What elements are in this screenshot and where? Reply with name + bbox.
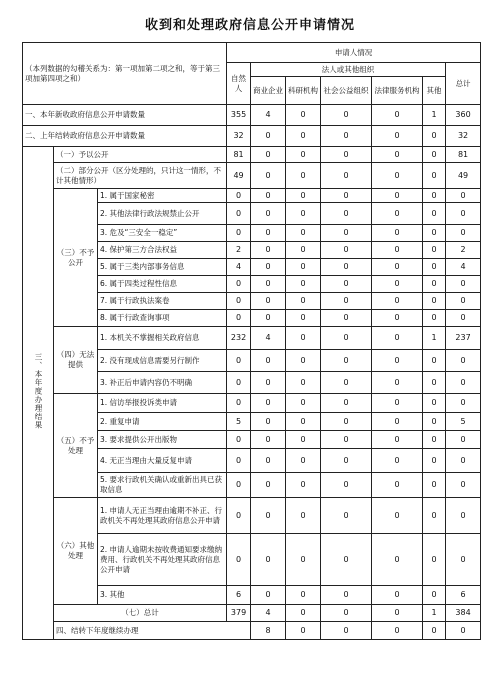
group-not-process: （五）不予处理 [54, 394, 98, 498]
row-label: 二、上年结转政府信息公开申请数量 [23, 126, 227, 147]
cell: 0 [251, 350, 286, 372]
cell: 0 [372, 473, 423, 498]
cell: 0 [372, 147, 423, 163]
row-label: 2. 其他法律行政法规禁止公开 [98, 203, 227, 225]
cell: 0 [321, 394, 372, 413]
cell: 0 [286, 586, 321, 605]
row-label: 1. 属于国家秘密 [98, 189, 227, 203]
cell: 81 [227, 147, 251, 163]
cell: 0 [286, 622, 321, 640]
cell: 0 [423, 126, 446, 147]
header-natural-person: 自然人 [227, 63, 251, 105]
cell: 0 [423, 189, 446, 203]
cell: 0 [286, 105, 321, 126]
cell: 0 [446, 394, 481, 413]
cell: 4 [251, 105, 286, 126]
cell: 0 [423, 350, 446, 372]
cell: 0 [251, 189, 286, 203]
cell: 0 [321, 534, 372, 586]
cell: 0 [286, 327, 321, 350]
cell: 0 [423, 293, 446, 310]
cell: 0 [372, 534, 423, 586]
cell: 0 [446, 622, 481, 640]
row-label: 四、结转下年度继续办理 [54, 622, 251, 640]
cell: 5 [227, 413, 251, 431]
cell: 0 [227, 189, 251, 203]
cell: 0 [251, 126, 286, 147]
cell: 0 [423, 276, 446, 293]
cell: 0 [251, 372, 286, 394]
cell: 0 [321, 413, 372, 431]
cell: 0 [372, 163, 423, 189]
page-title: 收到和处理政府信息公开申请情况 [144, 18, 355, 33]
cell: 49 [446, 163, 481, 189]
header-applicant: 申请人情况 [227, 43, 481, 63]
cell: 0 [286, 147, 321, 163]
row-label: 3. 补正后申请内容仍不明确 [98, 372, 227, 394]
cell: 0 [423, 242, 446, 259]
cell: 0 [286, 413, 321, 431]
cell: 1 [423, 327, 446, 350]
group-not-open: （三）不予公开 [54, 189, 98, 327]
cell: 1 [423, 105, 446, 126]
cell: 0 [286, 276, 321, 293]
cell: 0 [286, 163, 321, 189]
cell: 0 [227, 498, 251, 534]
cell: 0 [423, 259, 446, 276]
cell: 0 [227, 203, 251, 225]
cell: 0 [251, 147, 286, 163]
cell: 0 [321, 327, 372, 350]
row-label: 5. 属于三类内部事务信息 [98, 259, 227, 276]
cell: 4 [446, 259, 481, 276]
cell: 0 [321, 498, 372, 534]
cell: 0 [227, 394, 251, 413]
cell: 49 [227, 163, 251, 189]
cell: 0 [321, 372, 372, 394]
cell: 0 [372, 413, 423, 431]
cell: 0 [423, 431, 446, 449]
row-label: 2. 重复申请 [98, 413, 227, 431]
cell: 0 [286, 394, 321, 413]
row-label: 3. 危及“三安全一稳定” [98, 225, 227, 242]
cell: 0 [321, 293, 372, 310]
cell: 0 [227, 473, 251, 498]
row-label: 4. 保护第三方合法权益 [98, 242, 227, 259]
cell: 0 [446, 449, 481, 473]
cell: 0 [372, 105, 423, 126]
cell: 0 [423, 449, 446, 473]
cell: 0 [321, 147, 372, 163]
row-label: 3. 其他 [98, 586, 227, 605]
cell: 0 [321, 225, 372, 242]
cell: 0 [423, 310, 446, 327]
row-label: 8. 属于行政查询事项 [98, 310, 227, 327]
row-label: 1. 申请人无正当理由逾期不补正、行政机关不再处理其政府信息公开申请 [98, 498, 227, 534]
cell: 32 [446, 126, 481, 147]
cell: 4 [227, 259, 251, 276]
cell: 0 [446, 498, 481, 534]
cell: 0 [251, 242, 286, 259]
cell: 0 [251, 394, 286, 413]
cell: 0 [446, 225, 481, 242]
cell: 0 [286, 189, 321, 203]
cell: 0 [372, 259, 423, 276]
cell: 81 [446, 147, 481, 163]
cell: 0 [227, 350, 251, 372]
cell: 0 [251, 225, 286, 242]
cell: 0 [286, 372, 321, 394]
cell: 0 [321, 242, 372, 259]
header-note: （本列数据的勾稽关系为：第一项加第二项之和，等于第三项加第四项之和） [23, 43, 227, 105]
cell: 0 [372, 586, 423, 605]
cell: 0 [251, 413, 286, 431]
cell: 0 [372, 449, 423, 473]
cell: 0 [251, 293, 286, 310]
row-label: 1. 本机关不掌握相关政府信息 [98, 327, 227, 350]
cell: 0 [372, 327, 423, 350]
cell: 0 [286, 449, 321, 473]
cell: 0 [227, 534, 251, 586]
row-label: 3. 要求提供公开出版物 [98, 431, 227, 449]
header-other: 其他 [423, 77, 446, 105]
cell: 8 [251, 622, 286, 640]
cell: 0 [251, 586, 286, 605]
cell: 0 [286, 473, 321, 498]
cell: 0 [286, 203, 321, 225]
cell: 0 [423, 534, 446, 586]
row-label: 2. 申请人逾期未按收费通知要求缴纳费用、行政机关不再处理其政府信息公开申请 [98, 534, 227, 586]
cell: 6 [227, 586, 251, 605]
cell: 0 [286, 293, 321, 310]
header-public-welfare: 社会公益组织 [321, 77, 372, 105]
cell: 379 [227, 605, 251, 622]
cell: 0 [286, 259, 321, 276]
cell: 0 [251, 259, 286, 276]
row-label: 一、本年新收政府信息公开申请数量 [23, 105, 227, 126]
cell: 0 [423, 372, 446, 394]
cell: 0 [372, 498, 423, 534]
cell: 0 [251, 473, 286, 498]
cell: 0 [286, 534, 321, 586]
cell: 0 [251, 431, 286, 449]
cell: 0 [372, 350, 423, 372]
cell: 0 [321, 431, 372, 449]
cell: 0 [321, 105, 372, 126]
cell: 0 [286, 242, 321, 259]
cell: 0 [321, 126, 372, 147]
cell: 0 [372, 225, 423, 242]
cell: 0 [446, 189, 481, 203]
cell: 0 [423, 498, 446, 534]
cell: 0 [286, 605, 321, 622]
cell: 6 [446, 586, 481, 605]
cell: 0 [372, 372, 423, 394]
cell: 0 [423, 225, 446, 242]
cell: 0 [286, 126, 321, 147]
group-cannot-provide: （四）无法提供 [54, 327, 98, 394]
header-commercial: 商业企业 [251, 77, 286, 105]
cell: 0 [446, 203, 481, 225]
cell: 0 [372, 605, 423, 622]
cell: 0 [372, 242, 423, 259]
cell: 0 [423, 622, 446, 640]
cell: 1 [423, 605, 446, 622]
row-label: 2. 没有现成信息需要另行制作 [98, 350, 227, 372]
cell: 0 [227, 310, 251, 327]
cell: 0 [251, 203, 286, 225]
header-research: 科研机构 [286, 77, 321, 105]
row-label: （一）予以公开 [54, 147, 227, 163]
cell: 32 [227, 126, 251, 147]
cell: 0 [446, 372, 481, 394]
cell: 0 [286, 350, 321, 372]
cell: 0 [423, 147, 446, 163]
cell: 0 [446, 431, 481, 449]
cell: 0 [423, 413, 446, 431]
cell: 0 [423, 586, 446, 605]
row-label: 1. 信访举报投诉类申请 [98, 394, 227, 413]
cell: 0 [372, 394, 423, 413]
cell: 384 [446, 605, 481, 622]
cell: 0 [227, 293, 251, 310]
cell: 0 [321, 350, 372, 372]
cell: 0 [227, 372, 251, 394]
cell: 0 [321, 473, 372, 498]
cell: 0 [446, 350, 481, 372]
cell: 0 [446, 534, 481, 586]
cell: 0 [321, 276, 372, 293]
cell: 0 [321, 605, 372, 622]
cell: 0 [227, 225, 251, 242]
cell: 0 [251, 310, 286, 327]
cell: 0 [251, 534, 286, 586]
cell: 0 [321, 449, 372, 473]
row-label: 6. 属于四类过程性信息 [98, 276, 227, 293]
cell: 2 [227, 242, 251, 259]
cell: 0 [372, 203, 423, 225]
cell: 0 [227, 431, 251, 449]
header-total: 总计 [446, 63, 481, 105]
cell: 0 [286, 431, 321, 449]
cell: 5 [446, 413, 481, 431]
cell: 0 [251, 276, 286, 293]
cell: 0 [251, 449, 286, 473]
cell: 0 [372, 293, 423, 310]
cell: 0 [251, 498, 286, 534]
cell: 0 [372, 126, 423, 147]
header-legal-entities: 法人或其他组织 [251, 63, 446, 77]
cell: 0 [321, 310, 372, 327]
disclosure-table [22, 42, 481, 640]
cell: 237 [446, 327, 481, 350]
row-label: 7. 属于行政执法案卷 [98, 293, 227, 310]
cell: 2 [446, 242, 481, 259]
row-label: 5. 要求行政机关确认或重新出具已获取信息 [98, 473, 227, 498]
cell: 0 [227, 276, 251, 293]
cell: 0 [286, 225, 321, 242]
cell: 0 [321, 259, 372, 276]
cell: 360 [446, 105, 481, 126]
cell: 0 [423, 473, 446, 498]
cell: 0 [372, 431, 423, 449]
cell: 4 [251, 605, 286, 622]
cell: 0 [423, 163, 446, 189]
cell: 0 [423, 203, 446, 225]
cell: 0 [321, 189, 372, 203]
cell: 355 [227, 105, 251, 126]
header-legal-service: 法律服务机构 [372, 77, 423, 105]
cell: 0 [372, 622, 423, 640]
cell: 0 [423, 394, 446, 413]
cell: 0 [372, 276, 423, 293]
cell: 0 [446, 310, 481, 327]
cell: 0 [372, 189, 423, 203]
cell: 0 [286, 498, 321, 534]
cell: 0 [286, 310, 321, 327]
row-label: （二）部分公开（区分处理的，只计这一情形，不计其他情形） [54, 163, 227, 189]
row-label-total: （七）总计 [54, 605, 227, 622]
row-label: 4. 无正当理由大量反复申请 [98, 449, 227, 473]
cell: 0 [446, 293, 481, 310]
cell: 0 [446, 473, 481, 498]
cell: 0 [321, 622, 372, 640]
section3-label: 三、本年度办理结果 [23, 147, 54, 640]
cell: 0 [321, 586, 372, 605]
cell: 0 [251, 163, 286, 189]
group-other-processing: （六）其他处理 [54, 498, 98, 605]
cell: 0 [321, 163, 372, 189]
cell: 0 [321, 203, 372, 225]
cell: 0 [372, 310, 423, 327]
cell: 4 [251, 327, 286, 350]
cell: 232 [227, 327, 251, 350]
cell: 0 [227, 449, 251, 473]
cell: 0 [446, 276, 481, 293]
